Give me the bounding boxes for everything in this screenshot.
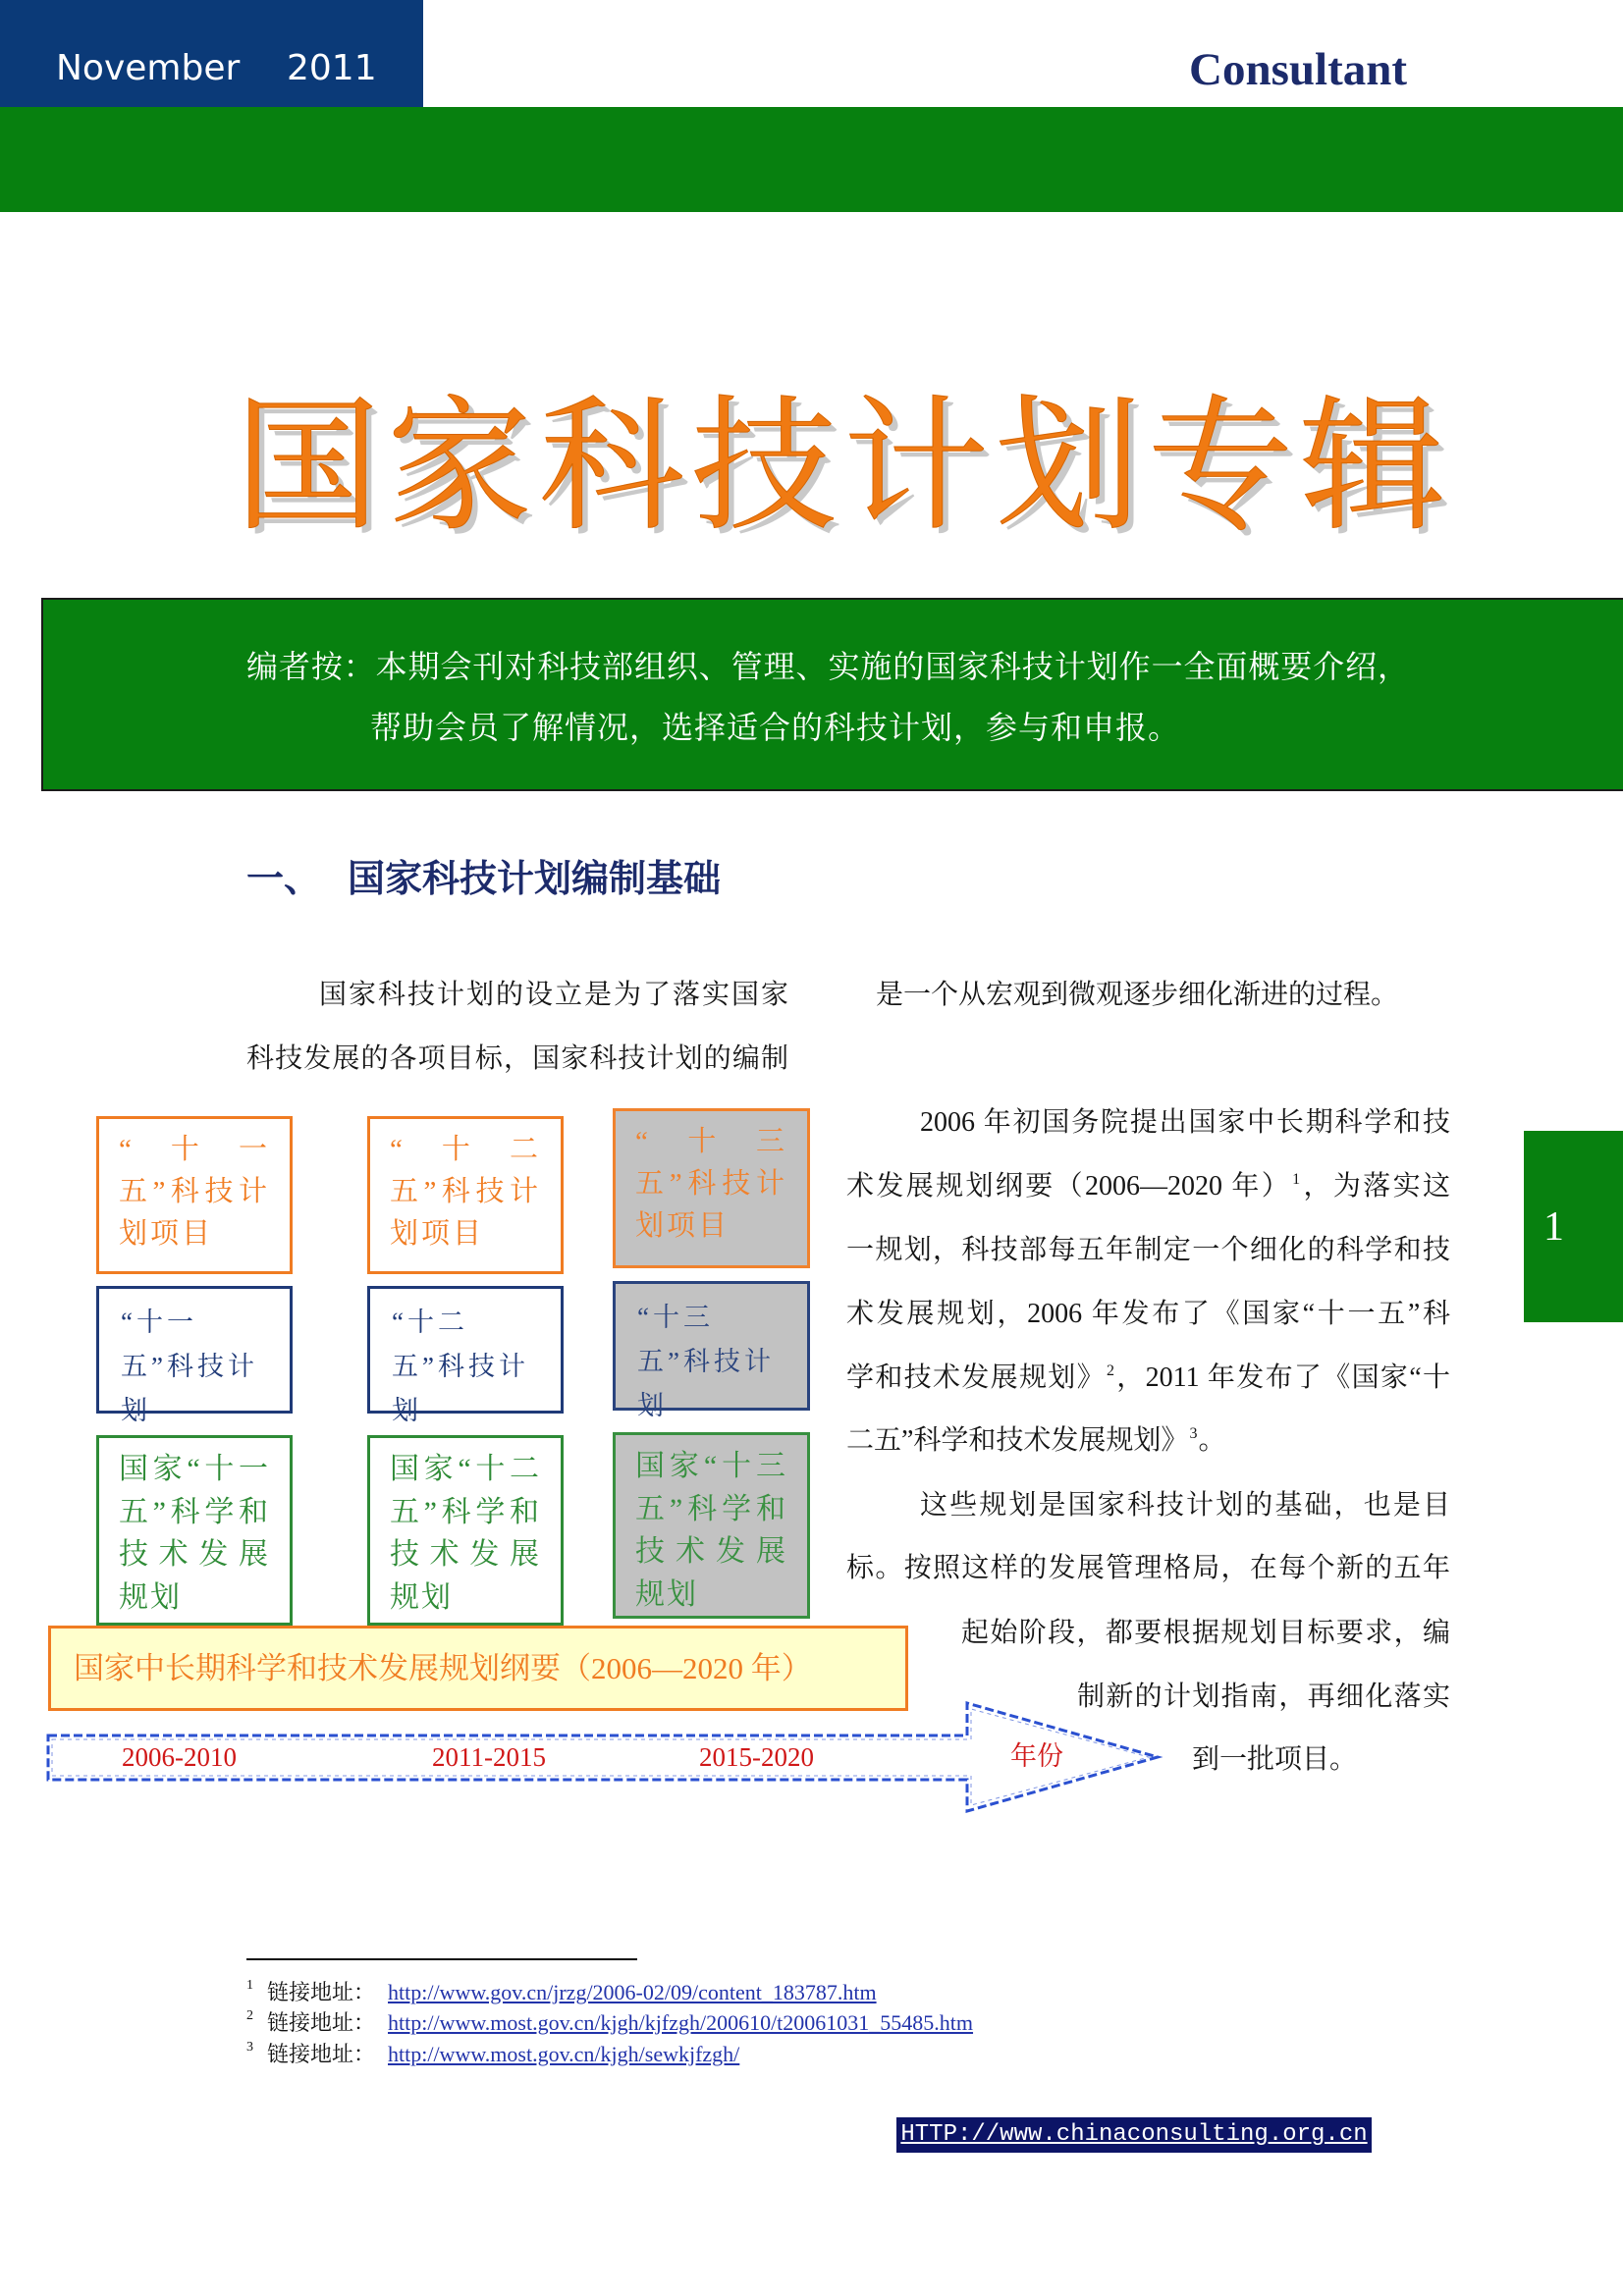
footnote-label: 链接地址：: [267, 1980, 376, 2004]
plan-box-13th: “十三五”科技计划: [613, 1281, 810, 1411]
footnote-ref: 3: [1189, 1425, 1198, 1442]
footnote-ref: 1: [1292, 1171, 1301, 1188]
body-line-text: 术发展规划纲要（2006—2020 年）: [846, 1171, 1292, 1201]
body-line: [846, 1359, 1450, 1398]
plan-box-11th: “十一五”科技计划: [96, 1286, 293, 1414]
period-label: 2006-2010: [122, 1742, 237, 1772]
axis-label: 年份: [1010, 1741, 1063, 1772]
period-label: 2011-2015: [432, 1742, 546, 1772]
magazine-name: Consultant: [1189, 44, 1408, 95]
body-line: 到一批项目。: [1192, 1744, 1358, 1775]
footnote-label: 链接地址：: [267, 2042, 376, 2066]
body-line: 术发展规划，2006 年发布了《国家“十一五”科: [846, 1299, 1450, 1329]
body-line-tail: 。: [1198, 1425, 1226, 1456]
page-title: 国家科技计划专辑: [235, 382, 1452, 551]
footnote-link[interactable]: http://www.gov.cn/jrzg/2006-02/09/content_183787.htm: [388, 1980, 877, 2004]
body-line: [846, 1421, 1225, 1461]
issue-year: 2011: [287, 48, 377, 88]
project-box-11th: “十一五”科技计划项目: [96, 1116, 293, 1274]
project-box-13th: “十三五”科技计划项目: [613, 1108, 810, 1268]
plan-box-12th: “十二五”科技计划: [367, 1286, 564, 1414]
body-line: [846, 1167, 1450, 1206]
footnote-label: 链接地址：: [267, 2010, 376, 2035]
body-line: 一规划，科技部每五年制定一个细化的科学和技: [846, 1235, 1450, 1265]
editor-note-line: 编者按：本期会刊对科技部组织、管理、实施的国家科技计划作一全面概要介绍，: [246, 648, 1409, 685]
program-box-12th: 国家“十二五”科学和技术发展规划: [367, 1435, 564, 1626]
footnote-ref: 2: [1106, 1362, 1114, 1379]
body-line: 这些规划是国家科技计划的基础，也是目: [920, 1490, 1450, 1521]
footnote-divider: [246, 1958, 637, 1960]
footer-website-link[interactable]: HTTP://www.chinaconsulting.org.cn: [896, 2117, 1372, 2153]
footnote-link[interactable]: http://www.most.gov.cn/kjgh/sewkjfzgh/: [388, 2042, 740, 2066]
body-line: 起始阶段，都要根据规划目标要求，编: [961, 1618, 1450, 1648]
long-term-plan-banner: 国家中长期科学和技术发展规划纲要（2006—2020 年）: [48, 1626, 908, 1711]
footnote-number: 1: [246, 1978, 253, 1993]
body-line-text: 二五”科学和技术发展规划》: [846, 1425, 1189, 1456]
section-number: 一、: [246, 857, 322, 900]
body-line-tail: ，2011 年发布了《国家“十: [1114, 1362, 1450, 1393]
page-number: 1: [1543, 1204, 1564, 1250]
body-line: 标。按照这样的发展管理格局，在每个新的五年: [846, 1553, 1450, 1583]
program-box-13th: 国家“十三五”科学和技术发展规划: [613, 1432, 810, 1619]
editor-note-line: 帮助会员了解情况，选择适合的科技计划，参与和申报。: [370, 709, 1181, 746]
editor-note-box: [41, 598, 1623, 791]
body-line: 制新的计划指南，再细化落实: [1077, 1682, 1450, 1712]
period-label: 2015-2020: [699, 1742, 814, 1772]
body-line-text: 学和技术发展规划》: [846, 1362, 1106, 1393]
body-line-tail: ，为落实这: [1301, 1171, 1450, 1201]
program-box-11th: 国家“十一五”科学和技术发展规划: [96, 1435, 293, 1626]
body-line: 科技发展的各项目标，国家科技计划的编制: [246, 1043, 788, 1074]
body-line: 是一个从宏观到微观逐步细化渐进的过程。: [876, 980, 1399, 1010]
header-band: [0, 107, 1623, 212]
footnote-number: 2: [246, 2008, 253, 2023]
footnote-link[interactable]: http://www.most.gov.cn/kjgh/kjfzgh/200610/t20061031_55485.htm: [388, 2010, 974, 2035]
issue-month: November: [56, 48, 241, 88]
body-line: 国家科技计划的设立是为了落实国家: [319, 980, 788, 1010]
section-heading: 国家科技计划编制基础: [348, 857, 722, 900]
project-box-12th: “十二五”科技计划项目: [367, 1116, 564, 1274]
body-line: 2006 年初国务院提出国家中长期科学和技: [920, 1107, 1450, 1138]
page-number-tab: [1524, 1131, 1623, 1322]
footnote-number: 3: [246, 2040, 253, 2055]
